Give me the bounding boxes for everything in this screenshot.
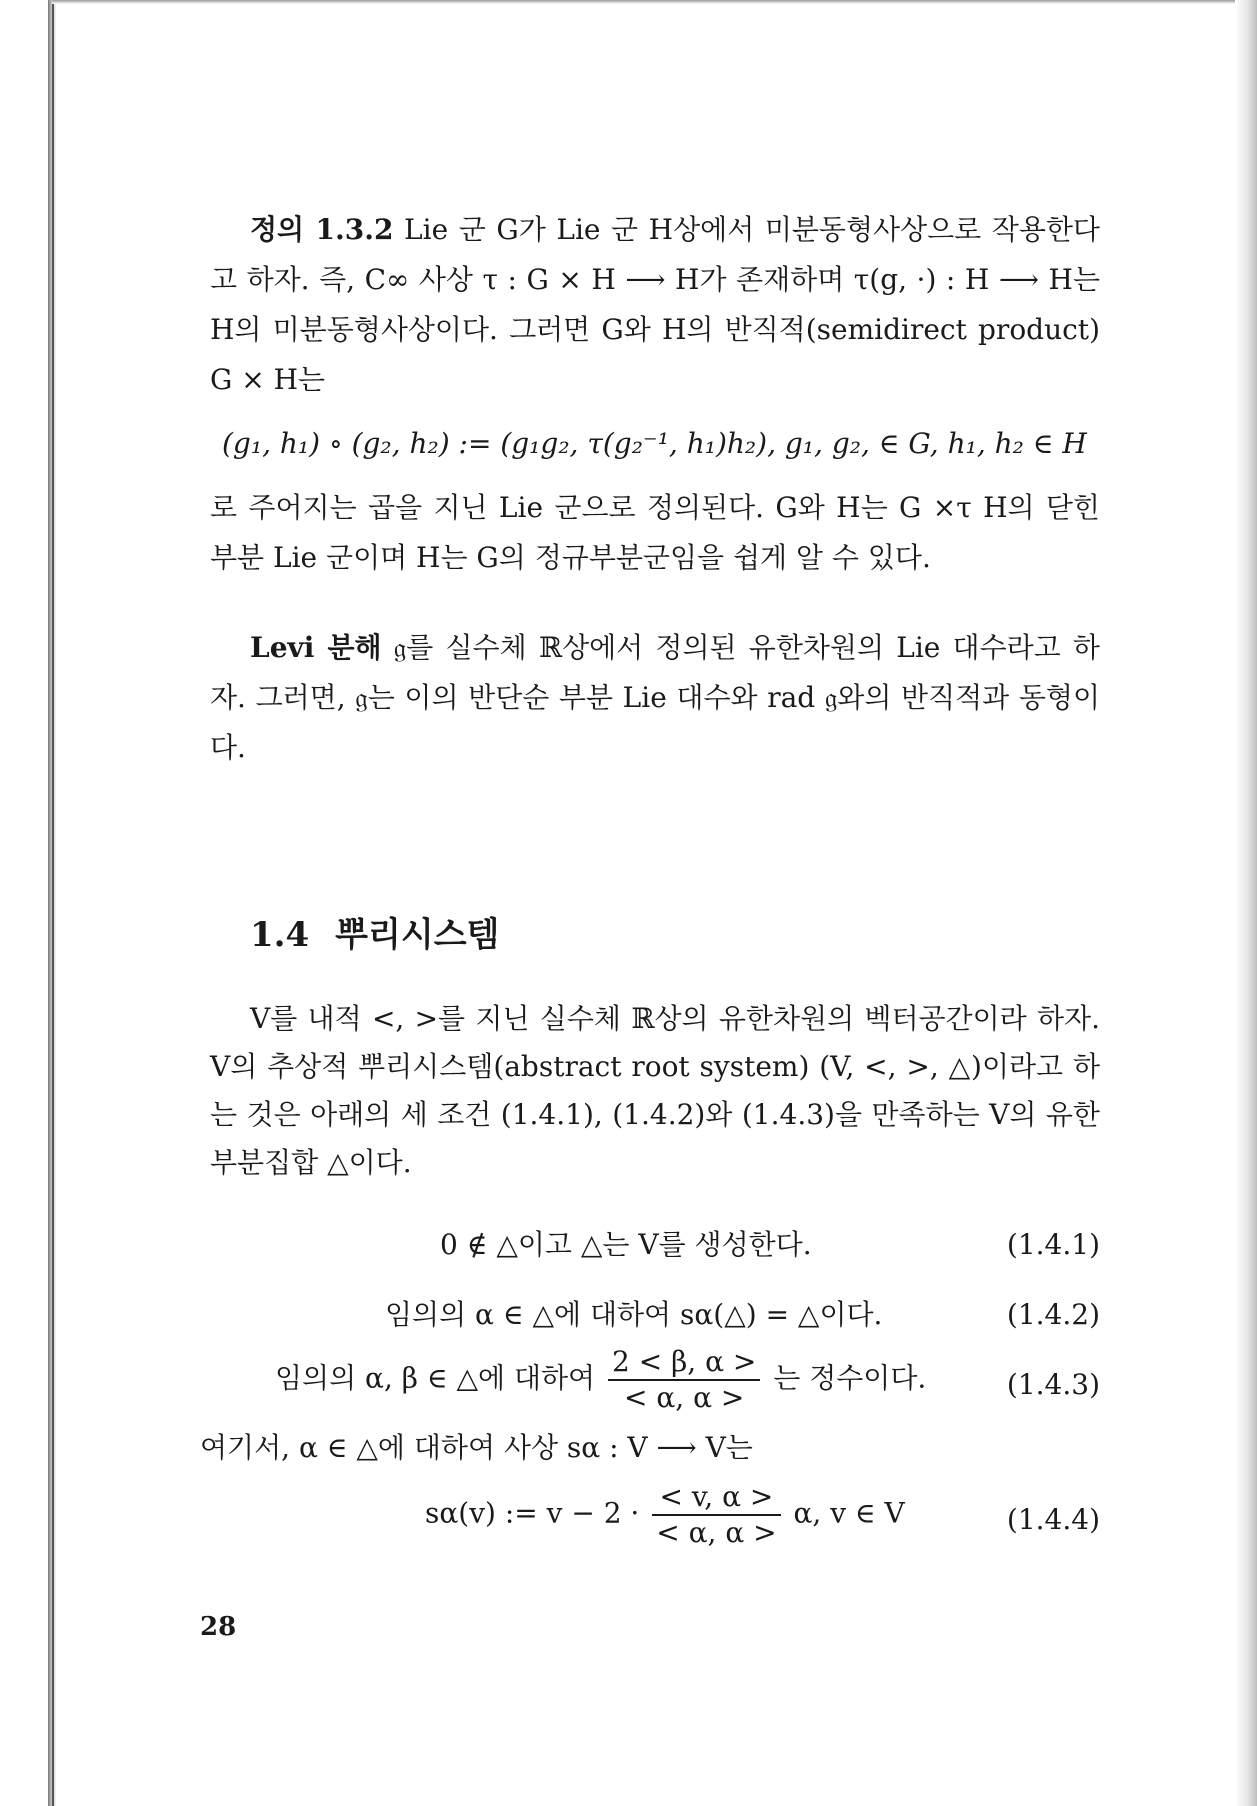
semidirect-product-formula: (g₁, h₁) ∘ (g₂, h₂) := (g₁g₂, τ(g₂⁻¹, h₁)h₂), g₁, g₂, ∈ G, h₁, h₂ ∈ H xyxy=(222,427,1087,460)
page-right-shadow xyxy=(1235,0,1257,1806)
levi-paragraph xyxy=(210,623,1100,773)
equation-suffix: 는 정수이다. xyxy=(773,1361,927,1395)
page-left-edge xyxy=(52,0,54,1806)
page-top-edge xyxy=(52,0,1257,4)
definition-heading: 정의 1.3.2 xyxy=(250,213,394,246)
fraction xyxy=(652,1480,780,1550)
equation-1-4-4 xyxy=(210,1480,1100,1560)
fraction-numerator: < v, α > xyxy=(652,1480,780,1516)
equation-prefix: 임의의 α, β ∈ △에 대하여 xyxy=(275,1361,596,1395)
section-title: 뿌리시스템 xyxy=(335,915,500,955)
equation-body xyxy=(425,1480,905,1550)
equation-label: (1.4.1) xyxy=(1006,1228,1100,1261)
definition-conclusion: 로 주어지는 곱을 지닌 Lie 군으로 정의된다. G와 H는 G ×τ H의 닫힌 부분 Lie 군이며 H는 G의 정규부분군임을 쉽게 알 수 있다. xyxy=(210,491,1100,574)
equation-label: (1.4.2) xyxy=(1006,1298,1100,1331)
where-text: 여기서, α ∈ △에 대하여 사상 sα : V ⟶ V는 xyxy=(200,1431,753,1464)
equation-label: (1.4.3) xyxy=(1006,1368,1100,1401)
equation-body: 임의의 α ∈ △에 대하여 sα(△) = △이다. xyxy=(385,1298,883,1331)
equation-1-4-3 xyxy=(210,1345,1100,1425)
fraction xyxy=(608,1345,760,1415)
definition-block xyxy=(210,205,1100,773)
section-heading xyxy=(250,910,499,960)
section-number: 1.4 xyxy=(250,915,310,955)
fraction-numerator: 2 < β, α > xyxy=(608,1345,760,1381)
equation-body xyxy=(275,1345,926,1415)
definition-paragraph xyxy=(210,205,1100,405)
root-system-intro: V를 내적 <, >를 지닌 실수체 ℝ상의 유한차원의 벡터공간이라 하자. V의 추상적 뿌리시스템(abstract root system) (V, <, >, △)이라고 하는 것은 아래의 세 조건 (1.4.1), (1.4.2)와 (1.4.3)을 만족하는 V의 유한부분집합 △이다. xyxy=(210,1002,1100,1179)
root-system-block xyxy=(210,995,1100,1187)
equation-label: (1.4.4) xyxy=(1006,1503,1100,1536)
definition-text: Lie 군 G가 Lie 군 H상에서 미분동형사상으로 작용한다고 하자. 즉, C∞ 사상 τ : G × H ⟶ H가 존재하며 τ(g, ·) : H ⟶ H는 H의 미분동형사상이다. 그러면 G와 H의 반직적(semidirect product) G × H는 xyxy=(210,213,1100,396)
equation-body: 0 ∉ △이고 △는 V를 생성한다. xyxy=(440,1228,812,1261)
fraction-denominator: < α, α > xyxy=(656,1516,777,1549)
equation-prefix: sα(v) := v − 2 · xyxy=(425,1496,640,1530)
levi-heading: Levi 분해 xyxy=(250,631,382,664)
page-number: 28 xyxy=(200,1612,237,1642)
levi-text: 𝔤를 실수체 ℝ상에서 정의된 유한차원의 Lie 대수라고 하자. 그러면, 𝔤는 이의 반단순 부분 Lie 대수와 rad 𝔤와의 반직적과 동형이다. xyxy=(210,631,1100,764)
equation-suffix: α, v ∈ V xyxy=(793,1496,905,1530)
fraction-denominator: < α, α > xyxy=(624,1381,745,1414)
